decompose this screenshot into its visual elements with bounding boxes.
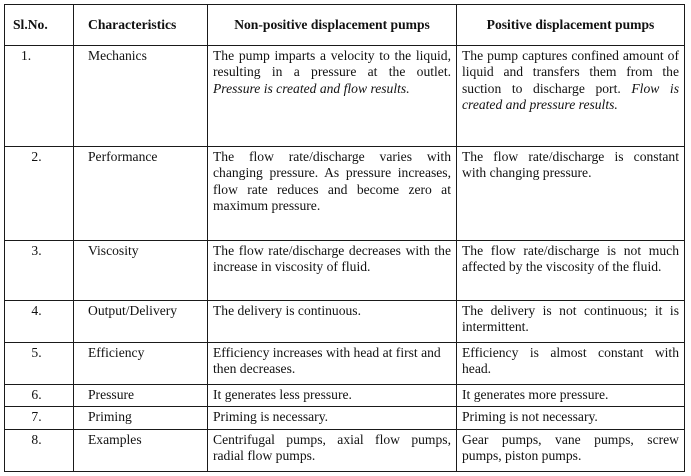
- row-number: 6.: [5, 385, 74, 407]
- table-row: [5, 46, 685, 147]
- table-row: [5, 241, 685, 301]
- positive-text: The pump captures confined amount of liquid and transfers them from the suction to discharge port.: [462, 48, 679, 96]
- characteristic-cell: Viscosity: [74, 241, 208, 301]
- header-sl-no: Sl.No.: [5, 5, 74, 46]
- characteristic-cell: Pressure: [74, 385, 208, 407]
- header-row: [5, 5, 685, 46]
- header-non-positive: Non-positive displacement pumps: [208, 5, 457, 46]
- row-number: 7.: [5, 407, 74, 429]
- characteristic-cell: Performance: [74, 147, 208, 241]
- non-positive-cell: It generates less pressure.: [208, 385, 457, 407]
- row-number: 5.: [5, 343, 74, 385]
- characteristic-cell: Mechanics: [74, 46, 208, 147]
- positive-cell: The flow rate/discharge is constant with changing pressure.: [457, 147, 685, 241]
- positive-cell: Efficiency is almost constant with head.: [457, 343, 685, 385]
- non-positive-cell: The flow rate/discharge decreases with the increase in viscosity of fluid.: [208, 241, 457, 301]
- header-characteristics: Characteristics: [74, 5, 208, 46]
- row-number: 8.: [5, 429, 74, 471]
- table-row: [5, 385, 685, 407]
- table-row: [5, 147, 685, 241]
- characteristic-cell: Examples: [74, 429, 208, 471]
- table-row: [5, 407, 685, 429]
- positive-cell: It generates more pressure.: [457, 385, 685, 407]
- non-positive-italic-text: Pressure is created and flow results.: [213, 80, 410, 96]
- row-number: 3.: [5, 241, 74, 301]
- characteristic-cell: Output/Delivery: [74, 301, 208, 343]
- table-row: [5, 429, 685, 471]
- header-positive: Positive displacement pumps: [457, 5, 685, 46]
- row-number: 1.: [5, 46, 74, 147]
- non-positive-text: The pump imparts a velocity to the liquid, resulting in a pressure at the outlet.: [213, 48, 451, 80]
- positive-cell: The flow rate/discharge is not much affected by the viscosity of the fluid.: [457, 241, 685, 301]
- non-positive-cell: Centrifugal pumps, axial flow pumps, radial flow pumps.: [208, 429, 457, 471]
- non-positive-cell: [208, 46, 457, 147]
- non-positive-cell: The flow rate/discharge varies with changing pressure. As pressure increases, flow rate reduces and become zero at maximum pressure.: [208, 147, 457, 241]
- non-positive-cell: The delivery is continuous.: [208, 301, 457, 343]
- positive-italic-text: Flow is created and pressure results.: [462, 80, 679, 113]
- characteristic-cell: Efficiency: [74, 343, 208, 385]
- non-positive-cell: Efficiency increases with head at first and then decreases.: [208, 343, 457, 385]
- pump-comparison-table: [4, 4, 685, 472]
- positive-cell: The delivery is not continuous; it is intermittent.: [457, 301, 685, 343]
- characteristic-cell: Priming: [74, 407, 208, 429]
- positive-cell: Gear pumps, vane pumps, screw pumps, piston pumps.: [457, 429, 685, 471]
- positive-cell: [457, 46, 685, 147]
- table-row: [5, 301, 685, 343]
- table-row: [5, 343, 685, 385]
- positive-cell: Priming is not necessary.: [457, 407, 685, 429]
- row-number: 4.: [5, 301, 74, 343]
- row-number: 2.: [5, 147, 74, 241]
- non-positive-cell: Priming is necessary.: [208, 407, 457, 429]
